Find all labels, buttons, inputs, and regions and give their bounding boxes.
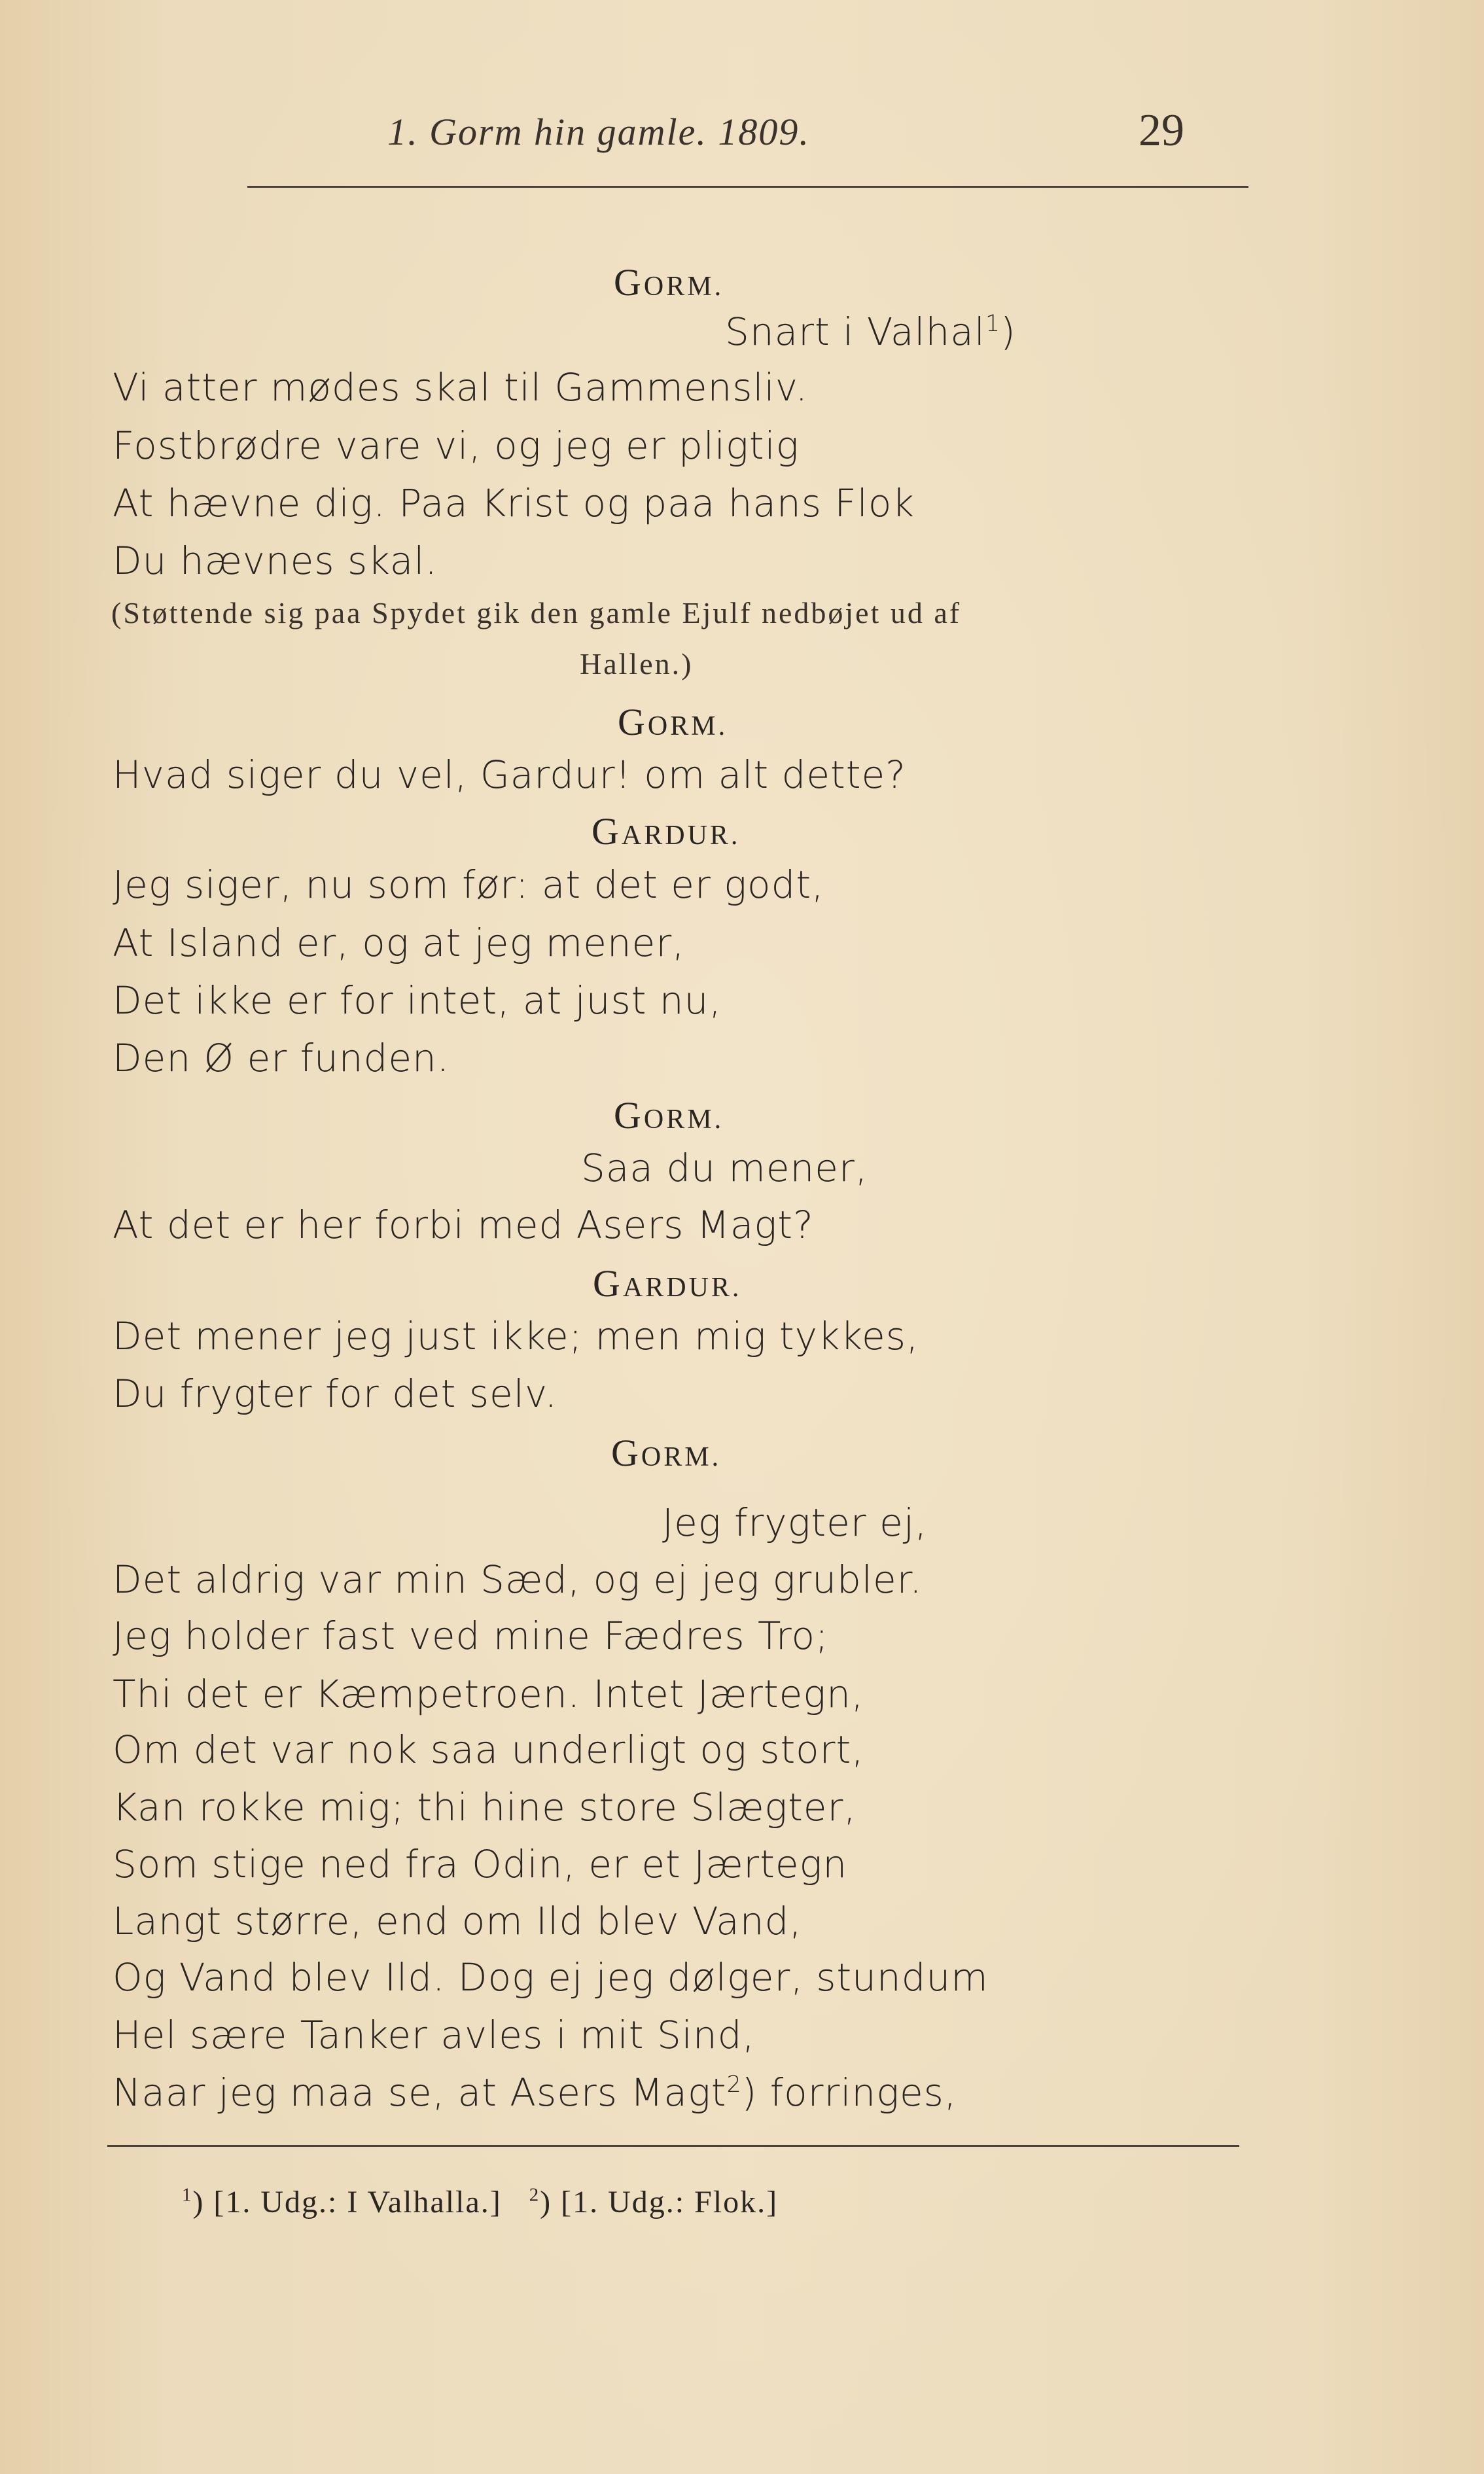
verse-line: Det mener jeg just ikke; men mig tykkes, (113, 1314, 919, 1358)
verse-line: Kan rokke mig; thi hine store Slægter, (113, 1785, 857, 1829)
verse-line: Fostbrødre vare vi, og jeg er pligtig (113, 423, 800, 468)
speaker-heading: GORM. (614, 1094, 724, 1137)
stage-direction: Hallen.) (580, 647, 694, 680)
running-head: 1. Gorm hin gamle. 1809. (387, 111, 810, 153)
verse-line: Jeg frygter ej, (662, 1500, 928, 1545)
speaker-heading: GORM. (614, 261, 724, 304)
verse-line: At hævne dig. Paa Krist og paa hans Flok (113, 481, 915, 525)
verse-line: Saa du mener, (581, 1146, 868, 1190)
speaker-heading: GORM. (618, 701, 728, 743)
verse-line: At det er her forbi med Asers Magt? (113, 1203, 814, 1247)
speaker-heading: GARDUR. (592, 810, 741, 853)
verse-line: Du hævnes skal. (113, 539, 438, 583)
page-number: 29 (1139, 105, 1184, 156)
stage-direction: (Støttende sig paa Spydet gik den gamle Ejulf nedbøjet ud af (111, 596, 962, 629)
header-rule (247, 186, 1248, 188)
verse-line: Jeg holder fast ved mine Fædres Tro; (113, 1614, 829, 1658)
verse-line: Vi atter mødes skal til Gammensliv. (113, 365, 808, 410)
verse-line: Om det var nok saa underligt og stort, (113, 1727, 864, 1772)
footnotes: $^1$) [1. Udg.: I Valhalla.] $^2$) [1. Udg.: Flok.] (182, 2184, 779, 2219)
verse-line: Snart i Valhal$^1$) (725, 309, 1016, 354)
verse-line: At Island er, og at jeg mener, (113, 921, 685, 965)
verse-line: Naar jeg maa se, at Asers Magt$^2$) forringes, (113, 2070, 957, 2115)
verse-line: Hvad siger du vel, Gardur! om alt dette? (113, 752, 906, 797)
verse-line: Det aldrig var min Sæd, og ej jeg grubler. (113, 1557, 923, 1602)
verse-line: Thi det er Kæmpetroen. Intet Jærtegn, (113, 1672, 864, 1716)
footnote-rule (107, 2145, 1239, 2147)
verse-line: Som stige ned fra Odin, er et Jærtegn (113, 1842, 848, 1886)
verse-line: Hel sære Tanker avles i mit Sind, (113, 2013, 755, 2057)
speaker-heading: GARDUR. (593, 1262, 742, 1305)
verse-line: Den Ø er funden. (113, 1036, 450, 1080)
verse-line: Det ikke er for intet, at just nu, (113, 978, 722, 1023)
speaker-heading: GORM. (611, 1432, 722, 1474)
verse-line: Og Vand blev Ild. Dog ej jeg dølger, stundum (113, 1955, 989, 2000)
verse-line: Jeg siger, nu som før: at det er godt, (113, 862, 824, 907)
verse-line: Langt større, end om Ild blev Vand, (113, 1899, 802, 1943)
verse-line: Du frygter for det selv. (113, 1371, 558, 1416)
